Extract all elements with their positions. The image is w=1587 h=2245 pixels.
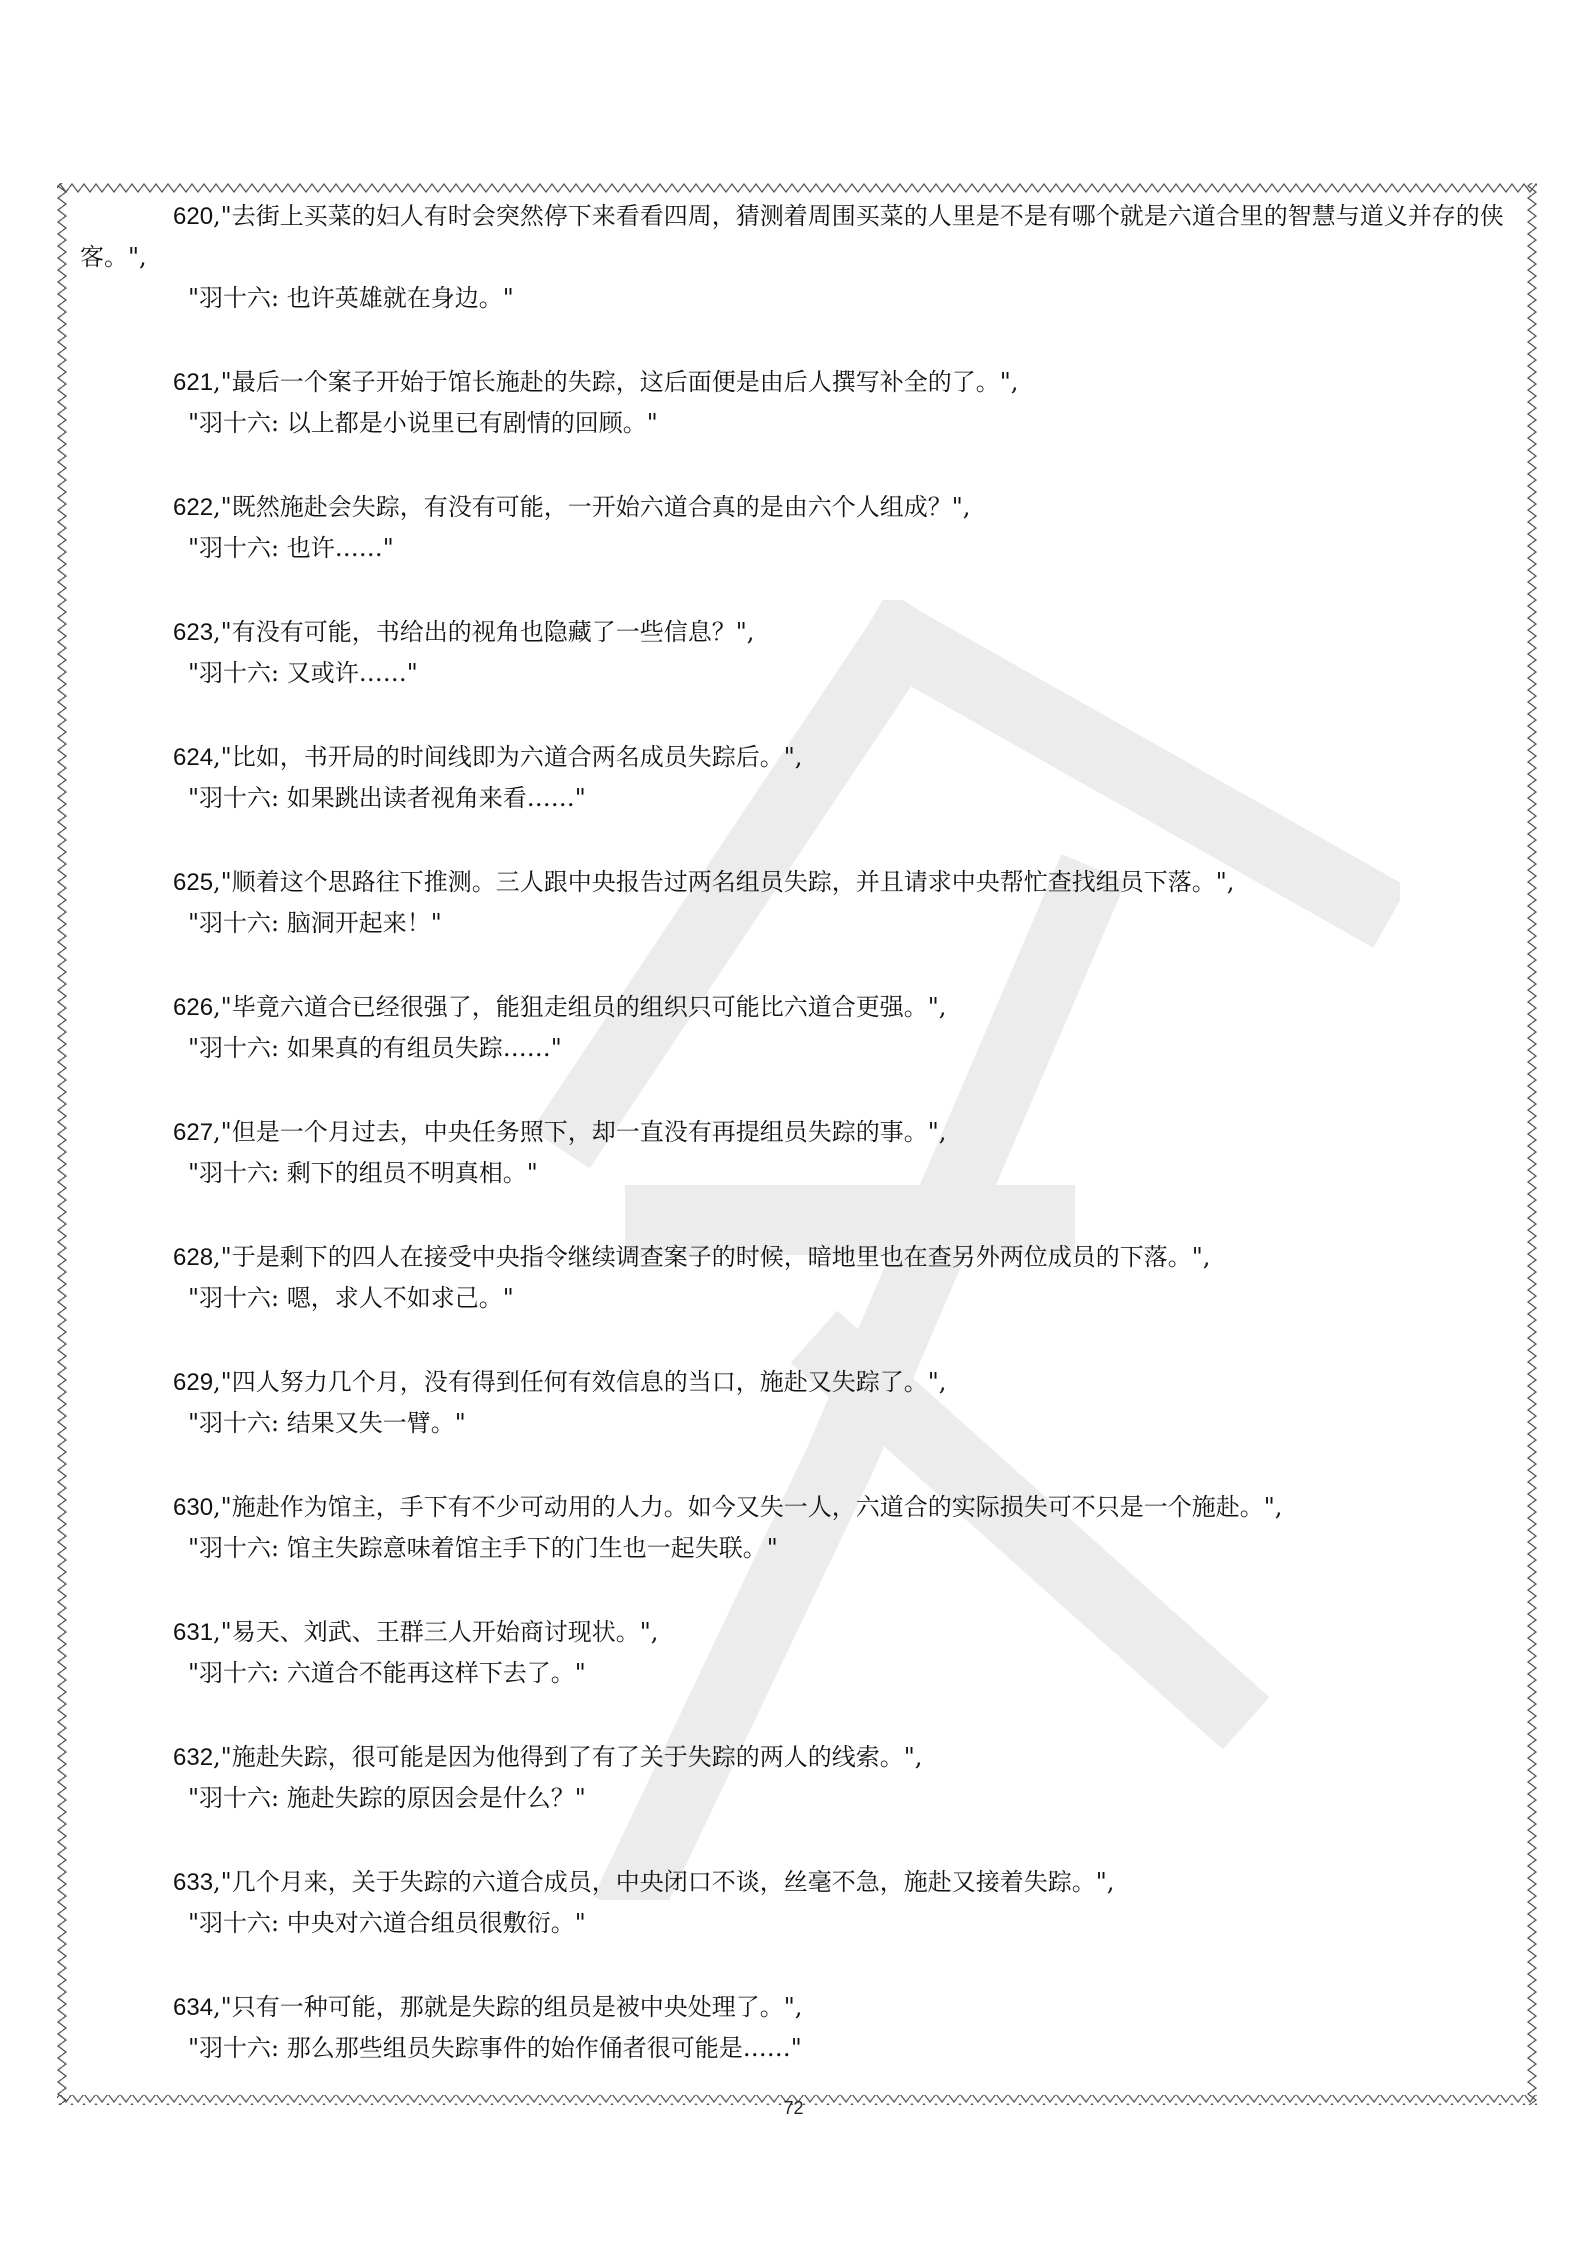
question-text: ,"比如，书开局的时间线即为六道合两名成员失踪后。", (213, 743, 803, 771)
entry-number: 631 (173, 1619, 214, 1646)
entry-question (80, 1862, 1520, 1903)
entry-answer: "羽十六: 那么那些组员失踪事件的始作俑者很可能是……" (188, 2034, 802, 2062)
entry-number: 624 (173, 744, 214, 771)
question-text: ,"去街上买菜的妇人有时会突然停下来看看四周，猜测着周围买菜的人里是不是有哪个就是六道合里的智慧与道义并存的侠客。", (80, 202, 1504, 271)
entry-631 (80, 1612, 1520, 1694)
entry-number: 629 (173, 1369, 214, 1396)
entry-answer: "羽十六: 剩下的组员不明真相。" (188, 1159, 538, 1187)
question-text: ,"易天、刘武、王群三人开始商讨现状。", (213, 1618, 659, 1646)
entry-question (80, 487, 1520, 528)
entry-answer: "羽十六: 如果真的有组员失踪……" (188, 1034, 562, 1062)
entry-number: 622 (173, 494, 214, 521)
question-text: ,"但是一个月过去，中央任务照下，却一直没有再提组员失踪的事。", (213, 1118, 947, 1146)
entry-622 (80, 487, 1520, 569)
entry-number: 621 (173, 369, 214, 396)
entry-answer: "羽十六: 如果跳出读者视角来看……" (188, 784, 586, 812)
entry-question (80, 1487, 1520, 1528)
question-text: ,"有没有可能，书给出的视角也隐藏了一些信息？", (213, 618, 755, 646)
entry-629 (80, 1362, 1520, 1444)
entry-answer: "羽十六: 嗯，求人不如求己。" (188, 1284, 514, 1312)
entry-621 (80, 362, 1520, 444)
document-body (80, 196, 1520, 2112)
entry-number: 620 (173, 203, 214, 230)
entry-question (80, 1987, 1520, 2028)
question-text: ,"四人努力几个月，没有得到任何有效信息的当口，施赴又失踪了。", (213, 1368, 947, 1396)
page-number: 72 (783, 2098, 804, 2118)
question-text: ,"毕竟六道合已经很强了，能狙走组员的组织只可能比六道合更强。", (213, 993, 947, 1021)
question-text: ,"施赴作为馆主，手下有不少可动用的人力。如今又失一人，六道合的实际损失可不只是一个施赴。", (213, 1493, 1283, 1521)
entry-question (80, 737, 1520, 778)
entry-question (80, 1112, 1520, 1153)
question-text: ,"只有一种可能，那就是失踪的组员是被中央处理了。", (213, 1993, 803, 2021)
question-text: ,"最后一个案子开始于馆长施赴的失踪，这后面便是由后人撰写补全的了。", (213, 368, 1019, 396)
entry-answer: "羽十六: 中央对六道合组员很敷衍。" (188, 1909, 586, 1937)
entry-question (80, 196, 1520, 278)
entry-answer: "羽十六: 又或许……" (188, 659, 418, 687)
entry-623 (80, 612, 1520, 694)
question-text: ,"施赴失踪，很可能是因为他得到了有了关于失踪的两人的线索。", (213, 1743, 923, 1771)
entry-answer: "羽十六: 结果又失一臂。" (188, 1409, 466, 1437)
entry-627 (80, 1112, 1520, 1194)
entry-number: 632 (173, 1744, 214, 1771)
question-text: ,"顺着这个思路往下推测。三人跟中央报告过两名组员失踪，并且请求中央帮忙查找组员下落。", (213, 868, 1235, 896)
entry-question (80, 612, 1520, 653)
entry-answer: "羽十六: 六道合不能再这样下去了。" (188, 1659, 586, 1687)
entry-number: 625 (173, 869, 214, 896)
entry-answer: "羽十六: 以上都是小说里已有剧情的回顾。" (188, 409, 658, 437)
entry-number: 627 (173, 1119, 214, 1146)
entry-question (80, 862, 1520, 903)
entry-answer: "羽十六: 也许英雄就在身边。" (188, 284, 514, 312)
entry-number: 633 (173, 1869, 214, 1896)
entry-number: 630 (173, 1494, 214, 1521)
entry-620 (80, 196, 1520, 319)
question-text: ,"于是剩下的四人在接受中央指令继续调查案子的时候，暗地里也在查另外两位成员的下落。", (213, 1243, 1211, 1271)
entry-633 (80, 1862, 1520, 1944)
entry-625 (80, 862, 1520, 944)
entry-630 (80, 1487, 1520, 1569)
entry-answer: "羽十六: 脑洞开起来！" (188, 909, 442, 937)
question-text: ,"几个月来，关于失踪的六道合成员，中央闭口不谈，丝毫不急，施赴又接着失踪。", (213, 1868, 1115, 1896)
entry-question (80, 1612, 1520, 1653)
entry-626 (80, 987, 1520, 1069)
entry-answer: "羽十六: 馆主失踪意味着馆主手下的门生也一起失联。" (188, 1534, 778, 1562)
entry-number: 626 (173, 994, 214, 1021)
question-text: ,"既然施赴会失踪，有没有可能，一开始六道合真的是由六个人组成？", (213, 493, 971, 521)
entry-question (80, 362, 1520, 403)
entry-question (80, 1237, 1520, 1278)
entry-624 (80, 737, 1520, 819)
entry-number: 628 (173, 1244, 214, 1271)
entry-number: 623 (173, 619, 214, 646)
entry-628 (80, 1237, 1520, 1319)
entry-question (80, 1362, 1520, 1403)
entry-632 (80, 1737, 1520, 1819)
entry-number: 634 (173, 1994, 214, 2021)
entry-634 (80, 1987, 1520, 2069)
entry-answer: "羽十六: 也许……" (188, 534, 394, 562)
entry-question (80, 987, 1520, 1028)
entry-question (80, 1737, 1520, 1778)
entry-answer: "羽十六: 施赴失踪的原因会是什么？" (188, 1784, 586, 1812)
